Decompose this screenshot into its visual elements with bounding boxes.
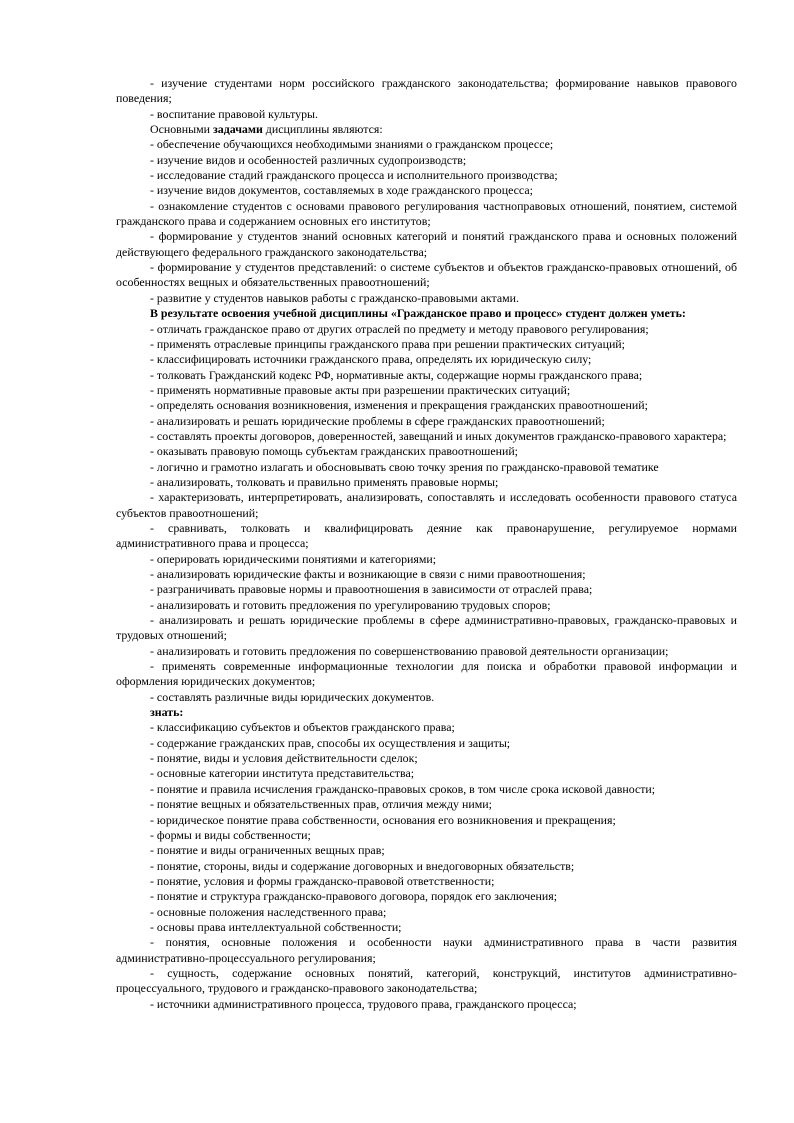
list-item: - понятие и структура гражданско-правового договора, порядок его заключения;: [150, 889, 558, 904]
list-item: - основные категории института представительства;: [150, 766, 415, 781]
list-item: - анализировать, толковать и правильно применять правовые нормы;: [150, 474, 499, 489]
document-body: [116, 76, 737, 1012]
list-item: [116, 122, 737, 137]
list-item: - понятие и виды ограниченных вещных прав;: [150, 843, 385, 858]
list-item: - составлять различные виды юридических документов.: [150, 689, 435, 704]
list-item: - характеризовать, интерпретировать, анализировать, сопоставлять и исследовать особенности правового статуса субъектов правоотношений;: [116, 490, 737, 520]
list-item: - толковать Гражданский кодекс РФ, нормативные акты, содержащие нормы гражданского права;: [150, 367, 643, 382]
list-item: - изучение видов и особенностей различных судопроизводств;: [150, 152, 467, 167]
list-item: - формы и виды собственности;: [150, 827, 311, 842]
list-item: - классификацию субъектов и объектов гражданского права;: [150, 720, 455, 735]
list-item: - юридическое понятие права собственности, основания его возникновения и прекращения;: [150, 812, 616, 827]
section-heading: [116, 705, 737, 720]
list-item: - формирование у студентов представлений: о системе субъектов и объектов гражданско-правовых отношений, об особенностях вещных и обязательственных правоотношений;: [116, 260, 737, 290]
list-item: - основные положения наследственного права;: [150, 904, 387, 919]
list-item: - источники административного процесса, трудового права, гражданского процесса;: [150, 996, 577, 1011]
list-item: - анализировать и готовить предложения по совершенствованию правовой деятельности организации;: [150, 643, 669, 658]
list-item: - применять отраслевые принципы гражданского права при решении практических ситуаций;: [150, 336, 625, 351]
bold-text: знать:: [150, 705, 184, 720]
list-item: - составлять проекты договоров, доверенностей, завещаний и иных документов гражданско-правового характера;: [150, 428, 727, 443]
list-item: - обеспечение обучающихся необходимыми знаниями о гражданском процессе;: [150, 137, 554, 152]
list-item: - основы права интеллектуальной собственности;: [150, 919, 402, 934]
bold-text: В результате освоения учебной дисциплины «Гражданское право и процесс» студент должен уметь:: [150, 306, 686, 321]
list-item: - формирование у студентов знаний основных категорий и понятий гражданского права и основных положений действующего федерального гражданского законодательства;: [116, 229, 737, 259]
list-item: - понятие и правила исчисления гражданско-правовых сроков, в том числе срока исковой давности;: [150, 781, 656, 796]
list-item: - изучение видов документов, составляемых в ходе гражданского процесса;: [150, 183, 533, 198]
list-item: - содержание гражданских прав, способы их осуществления и защиты;: [150, 735, 511, 750]
list-item: - оказывать правовую помощь субъектам гражданских правоотношений;: [150, 444, 518, 459]
list-item: - определять основания возникновения, изменения и прекращения гражданских правоотношений;: [150, 398, 648, 413]
list-item: - применять современные информационные технологии для поиска и обработки правовой информации и оформления юридических документов;: [116, 659, 737, 689]
paragraph-text: дисциплины являются:: [262, 122, 383, 137]
list-item: - применять нормативные правовые акты при разрешении практических ситуаций;: [150, 382, 571, 397]
list-item: - анализировать юридические факты и возникающие в связи с ними правоотношения;: [150, 567, 586, 581]
list-item: - воспитание правовой культуры.: [150, 106, 319, 121]
list-item: - анализировать и решать юридические проблемы в сфере административно-правовых, гражданско-правовых и трудовых отношений;: [116, 613, 737, 643]
list-item: - классифицировать источники гражданского права, определять их юридическую силу;: [150, 352, 592, 367]
list-item: - понятие вещных и обязательственных прав, отличия между ними;: [150, 797, 492, 812]
list-item: - понятия, основные положения и особенности науки административного права в части развития административно-процессуального регулирования;: [116, 935, 737, 965]
list-item: - сравнивать, толковать и квалифицировать деяние как правонарушение, регулируемое нормами административного права и процесса;: [116, 520, 737, 551]
list-item: - отличать гражданское право от других отраслей по предмету и методу правового регулирования;: [150, 321, 649, 336]
list-item: - анализировать и готовить предложения по урегулированию трудовых споров;: [150, 597, 551, 612]
list-item: - анализировать и решать юридические проблемы в сфере гражданских правоотношений;: [150, 413, 605, 428]
list-item: - исследование стадий гражданского процесса и исполнительного производства;: [150, 168, 558, 183]
list-item: - понятие, условия и формы гражданско-правовой ответственности;: [150, 873, 495, 888]
bold-text: задачами: [213, 122, 263, 137]
list-item: - понятие, стороны, виды и содержание договорных и внедоговорных обязательств;: [150, 858, 575, 873]
list-item: - оперировать юридическими понятиями и категориями;: [150, 551, 437, 566]
list-item: - развитие у студентов навыков работы с гражданско-правовыми актами.: [150, 290, 520, 305]
section-heading: [116, 306, 737, 321]
list-item: - сущность, содержание основных понятий, категорий, конструкций, институтов административно-процессуального, трудового и гражданско-правового законодательства;: [116, 965, 737, 996]
list-item: - понятие, виды и условия действительности сделок;: [150, 751, 418, 766]
list-item: - логично и грамотно излагать и обосновывать свою точку зрения по гражданско-правовой тематике: [150, 459, 659, 474]
paragraph-text: Основными: [150, 122, 214, 137]
list-item: - ознакомление студентов с основами правового регулирования частноправовых отношений, понятием, системой гражданского права и содержанием основных его институтов;: [116, 198, 737, 229]
list-item: - изучение студентами норм российского гражданского законодательства; формирование навыков правового поведения;: [116, 76, 737, 106]
list-item: - разграничивать правовые нормы и правоотношения в зависимости от отраслей права;: [150, 582, 593, 597]
